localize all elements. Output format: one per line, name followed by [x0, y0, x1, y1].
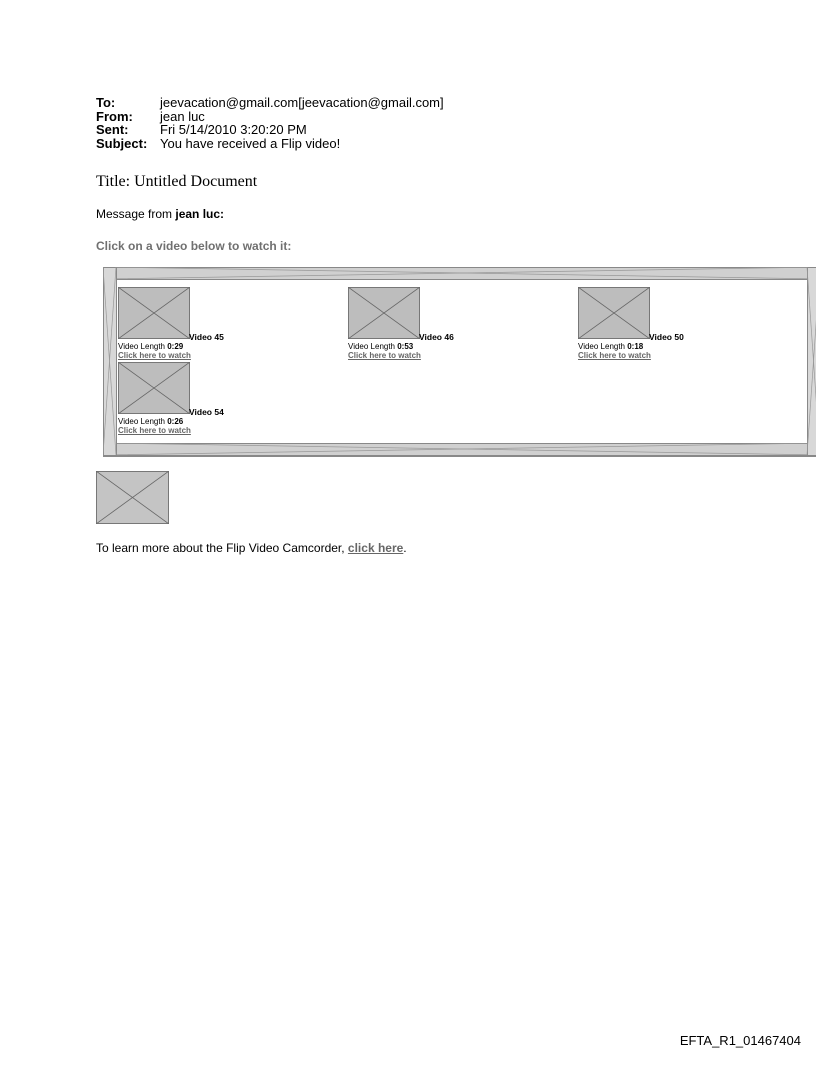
video-length-label: Video Length: [118, 342, 168, 351]
watch-video-link[interactable]: Click here to watch: [578, 351, 651, 360]
learn-more-suffix: .: [403, 541, 407, 555]
video-length-value: 0:18: [627, 342, 644, 351]
video-length-value: 0:26: [167, 417, 184, 426]
video-thumbnail-icon[interactable]: [118, 362, 190, 414]
subject-label: Subject:: [96, 135, 148, 151]
video-title: Video 54: [189, 407, 224, 417]
learn-more-link[interactable]: click here: [347, 541, 404, 555]
from-value: jean luc: [160, 108, 205, 124]
watch-video-link[interactable]: Click here to watch: [348, 351, 421, 360]
video-length-label: Video Length: [348, 342, 398, 351]
sent-row: [96, 123, 444, 137]
video-length-label: Video Length: [118, 417, 168, 426]
document-id: EFTA_R1_01467404: [679, 1033, 801, 1048]
video-length-value: 0:53: [397, 342, 414, 351]
subject-value: You have received a Flip video!: [160, 135, 341, 151]
learn-more-line: [96, 541, 407, 555]
to-label: To:: [96, 95, 116, 110]
video-thumbnail-icon[interactable]: [578, 287, 650, 339]
video-length-value: 0:29: [167, 342, 184, 351]
video-table: [103, 267, 816, 457]
video-length-label: Video Length: [578, 342, 628, 351]
email-header: [96, 96, 444, 150]
video-thumbnail-icon[interactable]: [348, 287, 420, 339]
video-length: [578, 342, 643, 351]
sent-label: Sent:: [96, 122, 129, 137]
message-line: [96, 207, 224, 221]
document-title: Title: Untitled Document: [96, 173, 258, 190]
sent-value: Fri 5/14/2010 3:20:20 PM: [160, 122, 307, 137]
camcorder-image-icon: [96, 471, 169, 524]
from-row: [96, 110, 444, 124]
video-length: [348, 342, 413, 351]
video-title: Video 46: [419, 332, 454, 342]
from-label: From:: [96, 108, 133, 124]
message-prefix: Message from: [96, 207, 176, 221]
to-value: jeevacation@gmail.com[jeevacation@gmail.com]: [160, 95, 444, 110]
to-row: [96, 96, 444, 110]
video-length: [118, 417, 183, 426]
subject-row: [96, 137, 444, 151]
watch-prompt: Click on a video below to watch it:: [96, 239, 292, 253]
watch-video-link[interactable]: Click here to watch: [118, 351, 191, 360]
message-sender: jean luc:: [175, 207, 225, 221]
video-length: [118, 342, 183, 351]
video-title: Video 50: [649, 332, 684, 342]
watch-video-link[interactable]: Click here to watch: [118, 426, 191, 435]
video-thumbnail-icon[interactable]: [118, 287, 190, 339]
frame-border-image: [103, 267, 816, 457]
learn-more-text: To learn more about the Flip Video Camcorder,: [96, 541, 348, 555]
video-title: Video 45: [189, 332, 224, 342]
